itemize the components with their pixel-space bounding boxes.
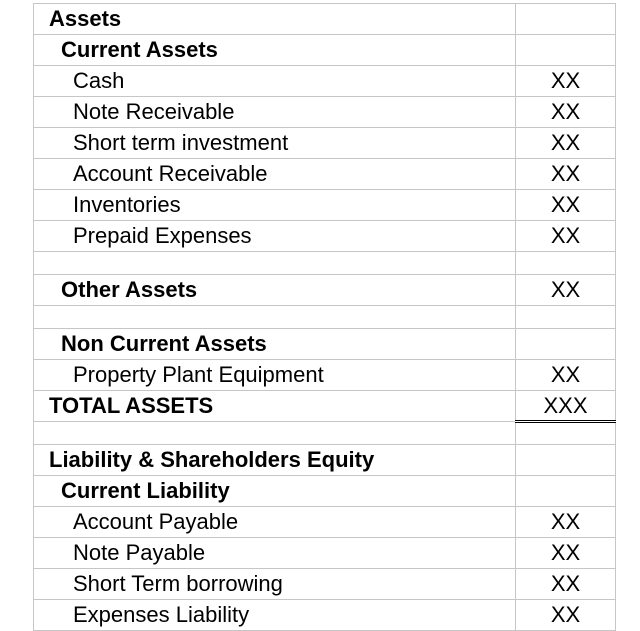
table-row: [34, 329, 616, 360]
row-label-cell[interactable]: Current Liability: [34, 476, 516, 507]
table-row: [34, 159, 616, 190]
table-row: [34, 569, 616, 600]
row-value-cell[interactable]: XX: [516, 600, 616, 631]
total-value-cell[interactable]: XXX: [516, 391, 616, 422]
row-value-cell[interactable]: [516, 252, 616, 275]
row-value-cell[interactable]: [516, 445, 616, 476]
row-label-cell[interactable]: Prepaid Expenses: [34, 221, 516, 252]
row-label-cell[interactable]: Inventories: [34, 190, 516, 221]
row-value-cell[interactable]: [516, 476, 616, 507]
row-value-cell[interactable]: XX: [516, 538, 616, 569]
row-value-cell[interactable]: XX: [516, 97, 616, 128]
row-label-cell[interactable]: TOTAL ASSETS: [34, 391, 516, 422]
row-value-cell[interactable]: [516, 35, 616, 66]
blank-row: [34, 306, 616, 329]
row-value-cell[interactable]: [516, 4, 616, 35]
row-value-cell[interactable]: XX: [516, 159, 616, 190]
table-row: [34, 4, 616, 35]
row-value-cell[interactable]: XX: [516, 275, 616, 306]
row-label-cell[interactable]: [34, 422, 516, 445]
row-value-cell[interactable]: XX: [516, 190, 616, 221]
table-row: [34, 66, 616, 97]
row-label-cell[interactable]: [34, 252, 516, 275]
row-label-cell[interactable]: Account Receivable: [34, 159, 516, 190]
row-label-cell[interactable]: [34, 306, 516, 329]
row-value-cell[interactable]: XX: [516, 221, 616, 252]
table-row: [34, 600, 616, 631]
table-row: [34, 360, 616, 391]
table-row: [34, 445, 616, 476]
row-value-cell[interactable]: XX: [516, 66, 616, 97]
row-label-cell[interactable]: Note Payable: [34, 538, 516, 569]
table-row: [34, 507, 616, 538]
row-value-cell[interactable]: [516, 422, 616, 445]
row-label-cell[interactable]: Short Term borrowing: [34, 569, 516, 600]
row-label-cell[interactable]: Expenses Liability: [34, 600, 516, 631]
table-row: [34, 35, 616, 66]
blank-row: [34, 252, 616, 275]
row-label-cell[interactable]: Note Receivable: [34, 97, 516, 128]
row-value-cell[interactable]: [516, 329, 616, 360]
table-row: [34, 221, 616, 252]
row-label-cell[interactable]: Cash: [34, 66, 516, 97]
table-row: [34, 275, 616, 306]
table-row: [34, 128, 616, 159]
row-value-cell[interactable]: XX: [516, 128, 616, 159]
row-label-cell[interactable]: Property Plant Equipment: [34, 360, 516, 391]
table-row: [34, 391, 616, 422]
row-value-cell[interactable]: [516, 306, 616, 329]
row-label-cell[interactable]: Non Current Assets: [34, 329, 516, 360]
balance-sheet-table: [33, 3, 616, 631]
table-row: [34, 190, 616, 221]
row-label-cell[interactable]: Short term investment: [34, 128, 516, 159]
row-label-cell[interactable]: Account Payable: [34, 507, 516, 538]
blank-row: [34, 422, 616, 445]
row-label-cell[interactable]: Current Assets: [34, 35, 516, 66]
row-value-cell[interactable]: XX: [516, 507, 616, 538]
row-label-cell[interactable]: Other Assets: [34, 275, 516, 306]
table-row: [34, 97, 616, 128]
row-label-cell[interactable]: Liability & Shareholders Equity: [34, 445, 516, 476]
row-label-cell[interactable]: Assets: [34, 4, 516, 35]
row-value-cell[interactable]: XX: [516, 360, 616, 391]
table-row: [34, 538, 616, 569]
table-row: [34, 476, 616, 507]
row-value-cell[interactable]: XX: [516, 569, 616, 600]
